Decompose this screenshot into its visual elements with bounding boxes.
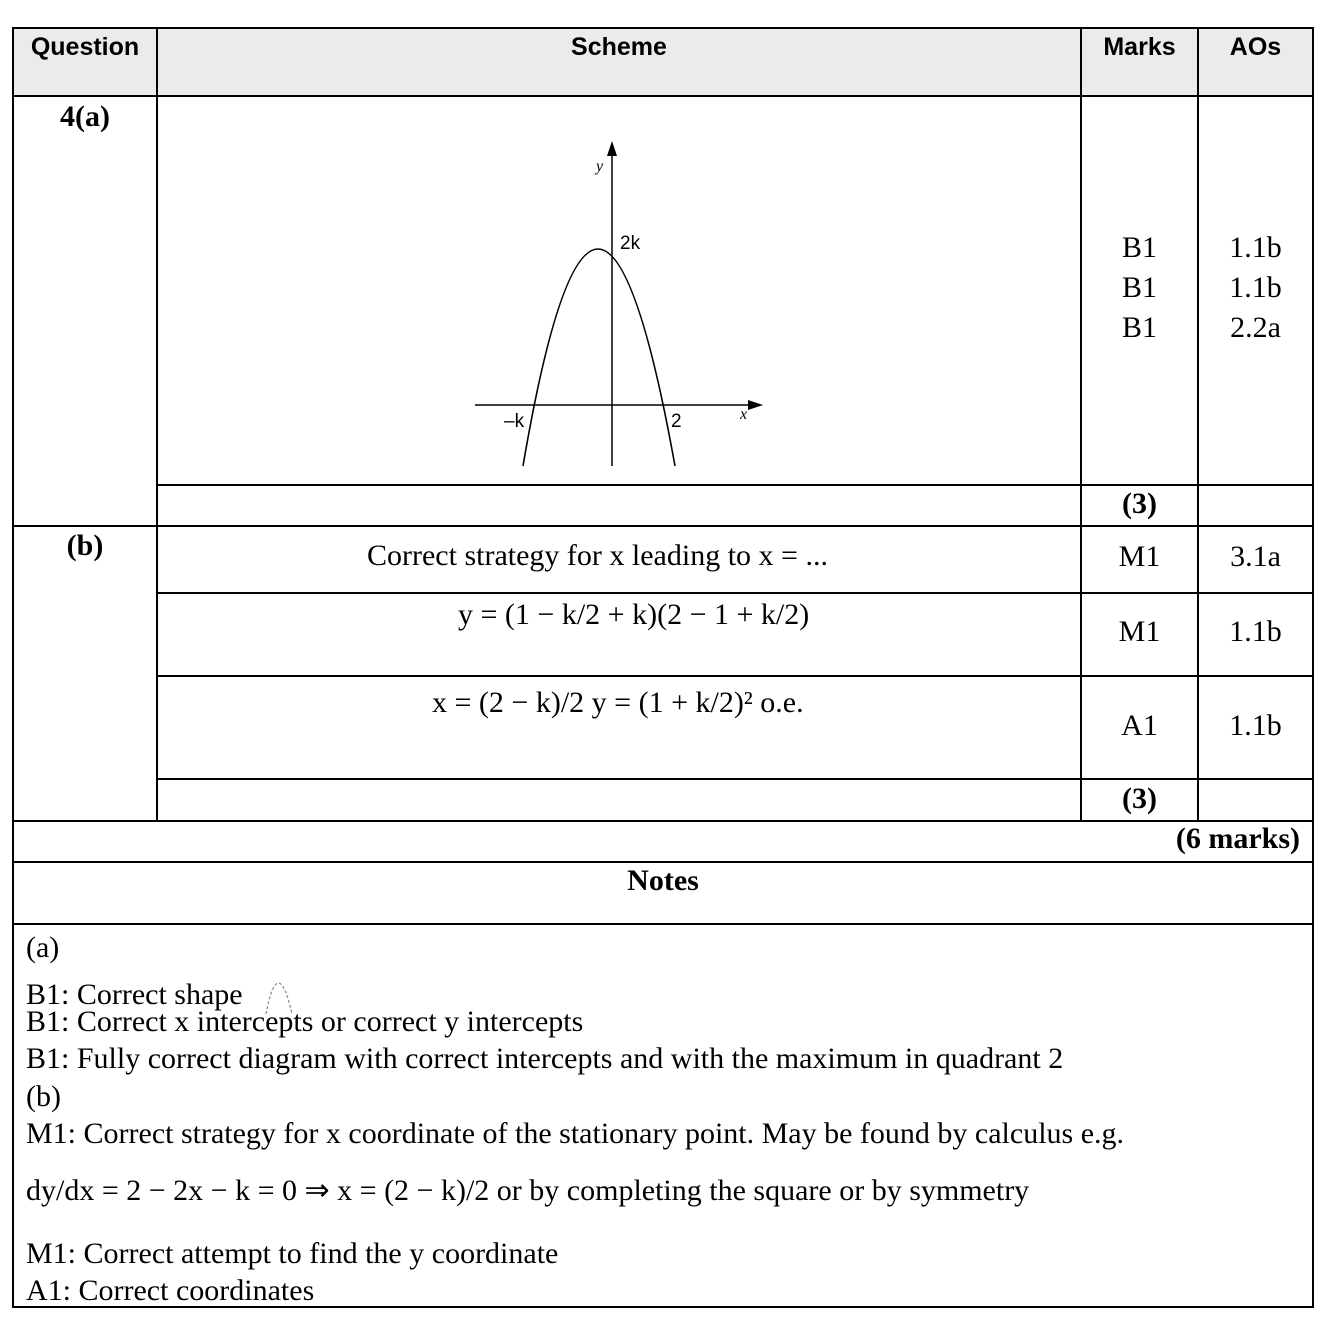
border-marks-col [1080,27,1082,822]
header-marks: Marks [1103,33,1176,61]
border-top [12,27,1314,29]
header-scheme: Scheme [571,33,667,61]
mark-b-1: M1 [1118,540,1161,573]
notes-title: Notes [627,864,699,897]
header-aos: AOs [1229,33,1282,61]
mark-a-3: B1 [1121,311,1157,344]
max-label: 2k [620,233,641,254]
border-a-graph-bottom [157,484,1314,486]
border-b-row3-bottom [157,778,1314,780]
mark-b-3: A1 [1121,709,1158,742]
subtotal-b: (3) [1122,782,1157,815]
x-axis-label: x [740,406,748,423]
border-total-bottom [12,861,1314,863]
border-right [1312,27,1314,1308]
notes-a-b1-full: B1: Fully correct diagram with correct intercepts and with the maximum in quadrant 2 [26,1042,1064,1075]
ao-a-3: 2.2a [1230,311,1281,344]
mark-a-2: B1 [1121,271,1157,304]
ao-a-1: 1.1b [1229,231,1282,264]
border-left [12,27,14,1308]
notes-a-b1-shape-text: B1: Correct shape [26,978,243,1011]
border-aos-col [1197,27,1199,822]
border-question-col [156,27,158,822]
border-b-row2-bottom [157,675,1314,677]
ao-b-1: 3.1a [1230,540,1281,573]
notes-b-a1: A1: Correct coordinates [26,1274,315,1307]
notes-b-label: (b) [26,1080,61,1113]
scheme-b-row2 [458,598,809,632]
notes-b-calculus [26,1172,1029,1209]
mark-a-1: B1 [1121,231,1157,264]
border-header-bottom [12,95,1314,97]
border-b-row1-bottom [157,592,1314,594]
ao-b-2: 1.1b [1229,615,1282,648]
border-notes-title-bottom [12,923,1314,925]
notes-b-calculus-text: dy/dx = 2 − 2x − k = 0 ⇒ x = (2 − k)/2 or by completing the square or by symmetry [26,1174,1030,1207]
parabola-curve [523,249,675,466]
total-marks: (6 marks) [1175,822,1300,855]
parabola-sketch [470,138,770,473]
x-axis-arrow [748,400,763,410]
scheme-b-row1-text: Correct strategy for x leading to x = ... [367,539,828,572]
subtotal-a: (3) [1122,487,1157,520]
question-label-4a: 4(a) [60,100,110,133]
scheme-b-row2-text: y = (1 − k/2 + k)(2 − 1 + k/2) [458,598,810,631]
y-axis-label: y [596,158,604,175]
border-a-bottom [12,525,1314,527]
ao-b-3: 1.1b [1229,709,1282,742]
scheme-b-row3 [432,686,804,720]
notes-b-m1-y: M1: Correct attempt to find the y coordinate [26,1237,559,1270]
header-question: Question [30,33,140,61]
left-intercept-label: –k [504,411,525,432]
right-intercept-label: 2 [671,411,682,432]
ao-a-2: 1.1b [1229,271,1282,304]
y-axis-arrow [607,141,617,156]
notes-b-m1-strategy: M1: Correct strategy for x coordinate of the stationary point. May be found by calculus e.g. [26,1117,1125,1150]
question-label-b: (b) [66,529,104,562]
notes-a-label: (a) [26,931,60,964]
scheme-b-row3-text: x = (2 − k)/2 y = (1 + k/2)² o.e. [432,686,804,719]
scheme-b-row1 [367,539,828,573]
mark-b-2: M1 [1118,615,1161,648]
notes-a-b1-intercepts: B1: Correct x intercepts or correct y intercepts [26,1005,584,1038]
